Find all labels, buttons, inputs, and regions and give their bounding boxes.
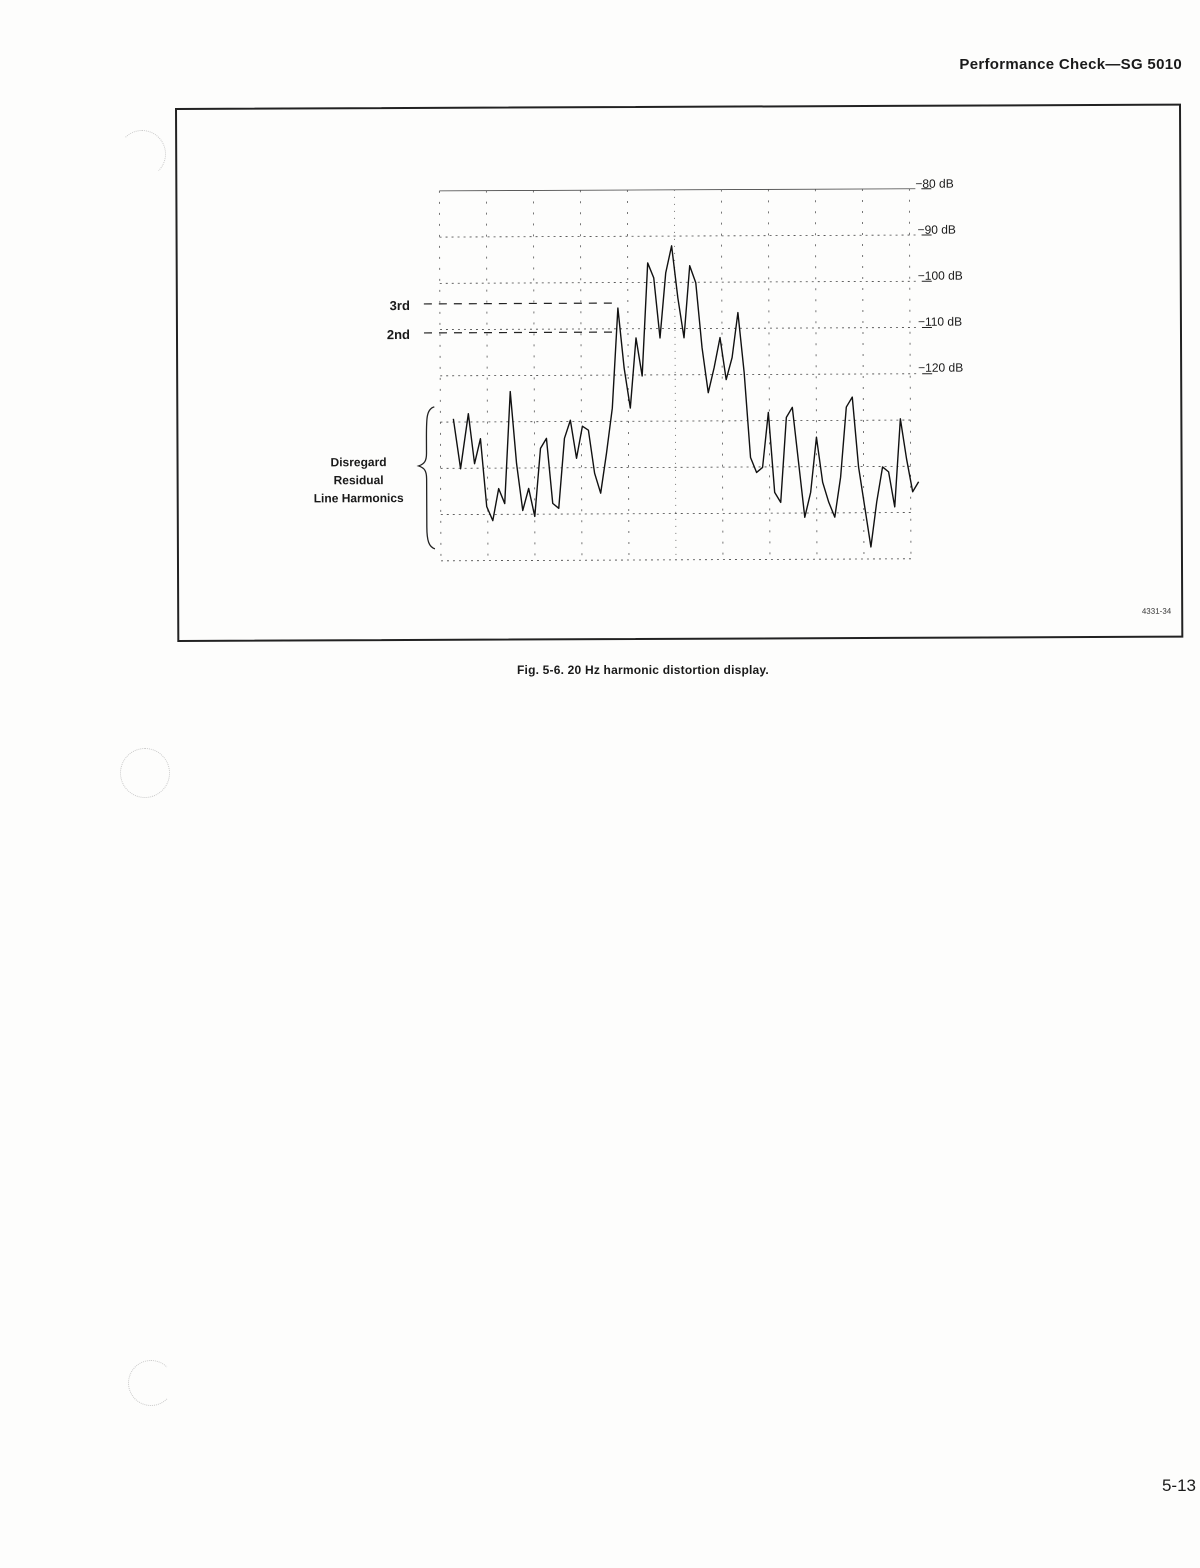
level-label-110: −110 dB: [917, 314, 963, 329]
note-line-1: Disregard: [330, 455, 387, 470]
punch-hole-top: [118, 130, 166, 178]
graticule-vline: [533, 190, 535, 560]
graticule: [439, 189, 933, 561]
graticule-vline: [768, 189, 770, 559]
figure-caption: Fig. 5-6. 20 Hz harmonic distortion display.: [517, 663, 769, 677]
harmonic-distortion-display: [177, 106, 1185, 644]
graticule-vline: [580, 190, 582, 560]
spectrum-trace: [453, 245, 919, 549]
graticule-hline: [440, 374, 916, 376]
figure-box: [175, 104, 1183, 642]
third-harmonic-label: 3rd: [389, 297, 410, 314]
page-header: Performance Check—SG 5010: [959, 56, 1182, 73]
page-number: 5-13: [1161, 1476, 1196, 1495]
figure-number: 4331-34: [1141, 606, 1172, 616]
punch-hole-middle: [120, 748, 170, 798]
graticule-vline: [815, 189, 817, 559]
level-label-90: −90 dB: [917, 222, 956, 237]
note-line-2: Residual: [333, 473, 384, 488]
level-label-80: −80 dB: [915, 176, 954, 191]
graticule-hline: [439, 189, 915, 191]
residual-brace: [418, 407, 435, 549]
graticule-hline: [441, 466, 911, 468]
note-line-3: Line Harmonics: [313, 491, 404, 506]
second-harmonic-label: 2nd: [386, 326, 411, 343]
level-label-100: −100 dB: [917, 268, 963, 283]
graticule-hline: [441, 513, 911, 515]
graticule-hline: [441, 559, 911, 561]
punch-hole-bottom: [128, 1360, 174, 1406]
graticule-hline: [440, 235, 916, 237]
level-label-120: −120 dB: [918, 360, 964, 375]
harmonic-reference-lines: [424, 303, 618, 333]
graticule-hline: [440, 281, 916, 283]
graticule-hline: [440, 328, 916, 330]
